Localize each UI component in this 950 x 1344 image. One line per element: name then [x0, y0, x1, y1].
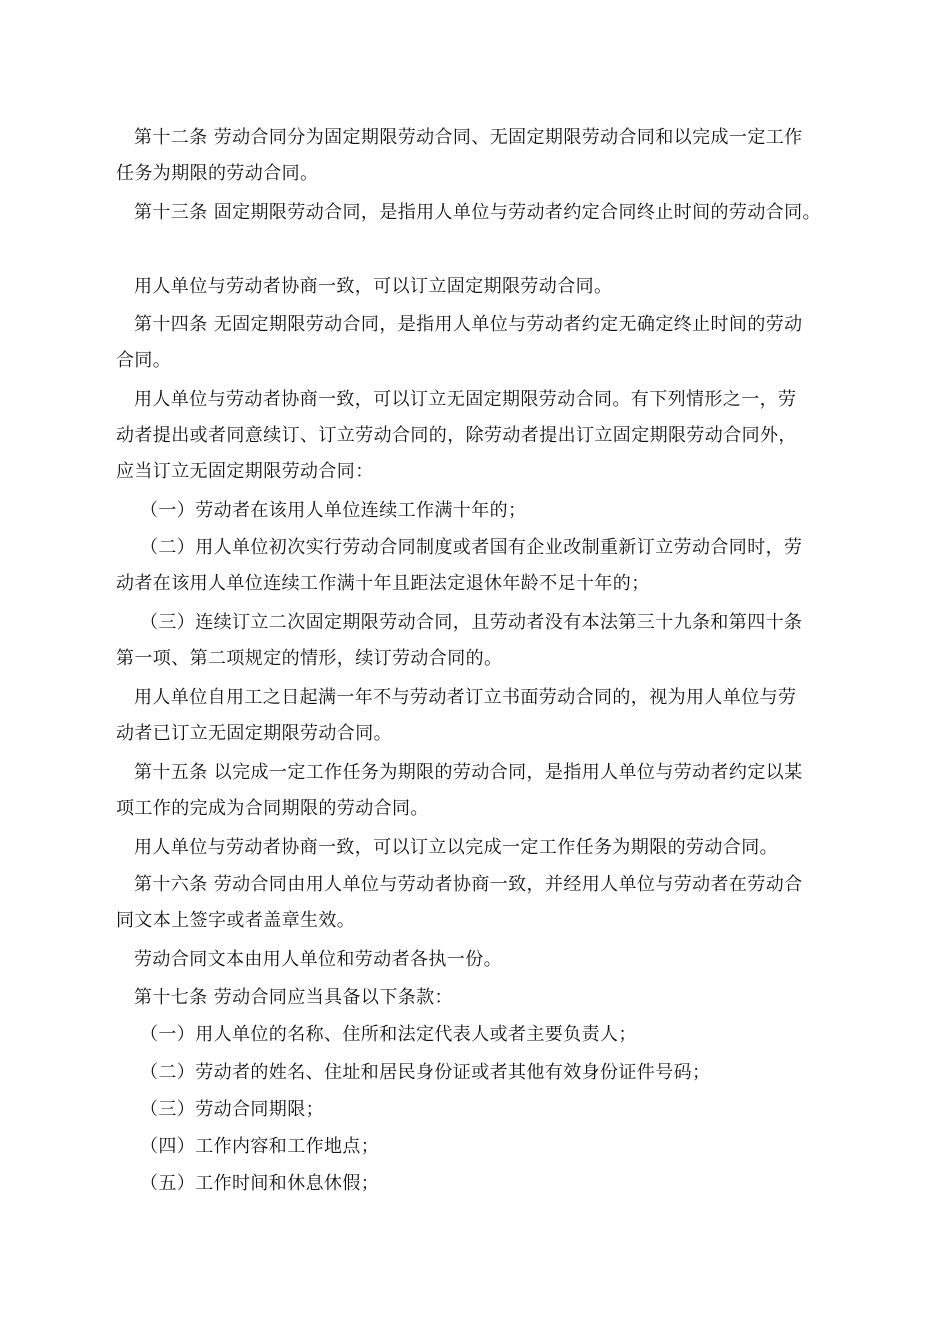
article-17-item-1: （一）用人单位的名称、住所和法定代表人或者主要负责人；	[140, 1024, 637, 1045]
article-17-heading: 第十七条 劳动合同应当具备以下条款：	[134, 987, 453, 1008]
article-17-item-5: （五）工作时间和休息休假；	[140, 1173, 380, 1194]
article-14-line-2: 合同。	[116, 350, 172, 371]
article-15-line-1: 第十五条 以完成一定工作任务为期限的劳动合同，是指用人单位与劳动者约定以某	[134, 762, 803, 783]
article-16-line-1: 第十六条 劳动合同由用人单位与劳动者协商一致，并经用人单位与劳动者在劳动合	[134, 874, 803, 895]
article-14-item-3-line-2: 第一项、第二项规定的情形，续订劳动合同的。	[116, 648, 503, 669]
article-16-line-2: 同文本上签字或者盖章生效。	[116, 910, 356, 931]
article-16-paragraph-2: 劳动合同文本由用人单位和劳动者各执一份。	[134, 949, 502, 970]
article-12-line-1: 第十二条 劳动合同分为固定期限劳动合同、无固定期限劳动合同和以完成一定工作	[134, 127, 803, 148]
article-17-item-3: （三）劳动合同期限；	[140, 1099, 324, 1120]
article-15-line-2: 项工作的完成为合同期限的劳动合同。	[116, 798, 429, 819]
article-13-line-1: 第十三条 固定期限劳动合同，是指用人单位与劳动者约定合同终止时间的劳动合同。	[134, 202, 821, 223]
article-14-paragraph-3-line-2: 动者已订立无固定期限劳动合同。	[116, 723, 392, 744]
article-17-item-4: （四）工作内容和工作地点；	[140, 1136, 380, 1157]
article-14-item-1: （一）劳动者在该用人单位连续工作满十年的；	[140, 500, 527, 521]
article-14-line-1: 第十四条 无固定期限劳动合同，是指用人单位与劳动者约定无确定终止时间的劳动	[134, 314, 803, 335]
article-14-paragraph-2-line-1: 用人单位与劳动者协商一致，可以订立无固定期限劳动合同。有下列情形之一，劳	[134, 389, 797, 410]
article-14-item-3-line-1: （三）连续订立二次固定期限劳动合同，且劳动者没有本法第三十九条和第四十条	[140, 612, 803, 633]
article-17-item-2: （二）劳动者的姓名、住址和居民身份证或者其他有效身份证件号码；	[140, 1062, 711, 1083]
article-14-item-2-line-1: （二）用人单位初次实行劳动合同制度或者国有企业改制重新订立劳动合同时，劳	[140, 537, 803, 558]
article-12-line-2: 任务为期限的劳动合同。	[116, 163, 319, 184]
article-13-paragraph-2: 用人单位与劳动者协商一致，可以订立固定期限劳动合同。	[134, 276, 613, 297]
article-14-paragraph-2-line-3: 应当订立无固定期限劳动合同：	[116, 461, 374, 482]
article-14-paragraph-2-line-2: 动者提出或者同意续订、订立劳动合同的，除劳动者提出订立固定期限劳动合同外，	[116, 425, 797, 446]
article-14-paragraph-3-line-1: 用人单位自用工之日起满一年不与劳动者订立书面劳动合同的，视为用人单位与劳	[134, 687, 797, 708]
article-15-paragraph-2: 用人单位与劳动者协商一致，可以订立以完成一定工作任务为期限的劳动合同。	[134, 837, 778, 858]
article-14-item-2-line-2: 动者在该用人单位连续工作满十年且距法定退休年龄不足十年的；	[116, 573, 650, 594]
